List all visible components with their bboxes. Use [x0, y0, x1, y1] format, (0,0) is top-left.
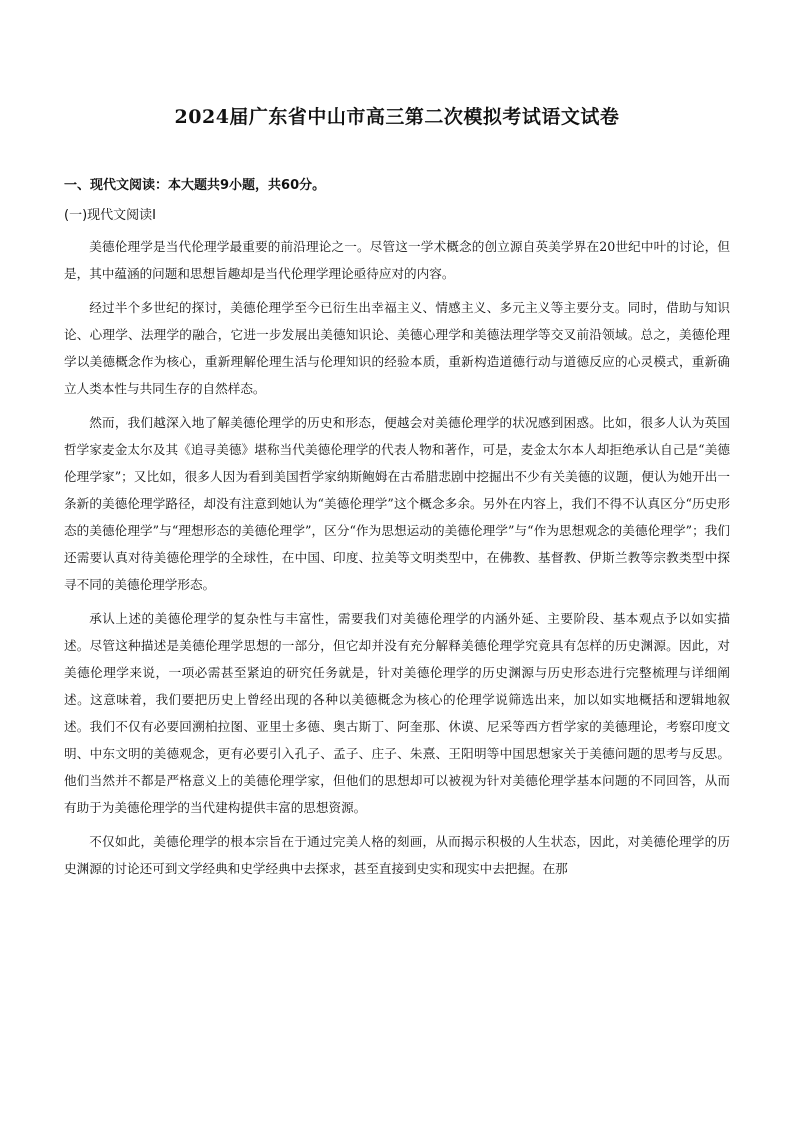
reading-passage [64, 234, 730, 890]
page-title: 2024届广东省中山市高三第二次模拟考试语文试卷 [174, 106, 620, 128]
paragraph: 经过半个多世纪的探讨，美德伦理学至今已衍生出幸福主义、情感主义、多元主义等主要分支。同时，借助与知识论、心理学、法理学的融合，它进一步发展出美德知识论、美德心理学和美德法理学等交叉前沿领域。总之，美德伦理学以美德概念作为核心，重新理解伦理生活与伦理知识的经验本质，重新构造道德行动与道德反应的心灵模式，重新确立人类本性与共同生存的自然样态。 [64, 300, 730, 397]
paragraph: 承认上述的美德伦理学的复杂性与丰富性，需要我们对美德伦理学的内涵外延、主要阶段、基本观点予以如实描述。尽管这种描述是美德伦理学思想的一部分，但它却并没有充分解释美德伦理学究竟具有怎样的历史渊源。因此，对美德伦理学来说，一项必需甚至紧迫的研究任务就是，针对美德伦理学的历史渊源与历史形态进行完整梳理与详细阐述。这意味着，我们要把历史上曾经出现的各种以美德概念为核心的伦理学说筛选出来，加以如实地概括和逻辑地叙述。我们不仅有必要回溯柏拉图、亚里士多德、奥古斯丁、阿奎那、休谟、尼采等西方哲学家的美德理论，考察印度文明、中东文明的美德观念，更有必要引入孔子、孟子、庄子、朱熹、王阳明等中国思想家关于美德问题的思考与反思。他们当然并不都是严格意义上的美德伦理学家，但他们的思想却可以被视为针对美德伦理学基本问题的不同回答，从而有助于为美德伦理学的当代建构提供丰富的思想资源。 [64, 611, 730, 815]
paragraph: 不仅如此，美德伦理学的根本宗旨在于通过完美人格的刻画，从而揭示积极的人生状态，因此，对美德伦理学的历史渊源的讨论还可到文学经典和史学经典中去探求，甚至直接到史实和现实中去把握。在那 [64, 834, 730, 876]
section-heading-text: 一、现代文阅读：本大题共9小题，共60分。 [64, 178, 326, 193]
paragraph: 然而，我们越深入地了解美德伦理学的历史和形态，便越会对美德伦理学的状况感到困惑。比如，很多人认为英国哲学家麦金太尔及其《追寻美德》堪称当代美德伦理学的代表人物和著作，可是，麦金太尔本人却拒绝承认自己是“美德伦理学家”；又比如，很多人因为看到美国哲学家纳斯鲍姆在古希腊悲剧中挖掘出不少有关美德的议题，便认为她开出一条新的美德伦理学路径，却没有注意到她认为“美德伦理学”这个概念多余。另外在内容上，我们不得不认真区分“历史形态的美德伦理学”与“理想形态的美德伦理学”，区分“作为思想运动的美德伦理学”与“作为思想观念的美德伦理学”；我们还需要认真对待美德伦理学的全球性，在中国、印度、拉美等文明类型中，在佛教、基督教、伊斯兰教等宗教类型中探寻不同的美德伦理学形态。 [64, 415, 730, 592]
section-heading [64, 176, 325, 196]
sub-heading: (一)现代文阅读Ⅰ [64, 208, 156, 223]
paragraph: 美德伦理学是当代伦理学最重要的前沿理论之一。尽管这一学术概念的创立源自英美学界在20世纪中叶的讨论，但是，其中蕴涵的问题和思想旨趣却是当代伦理学理论亟待应对的内容。 [64, 239, 730, 281]
